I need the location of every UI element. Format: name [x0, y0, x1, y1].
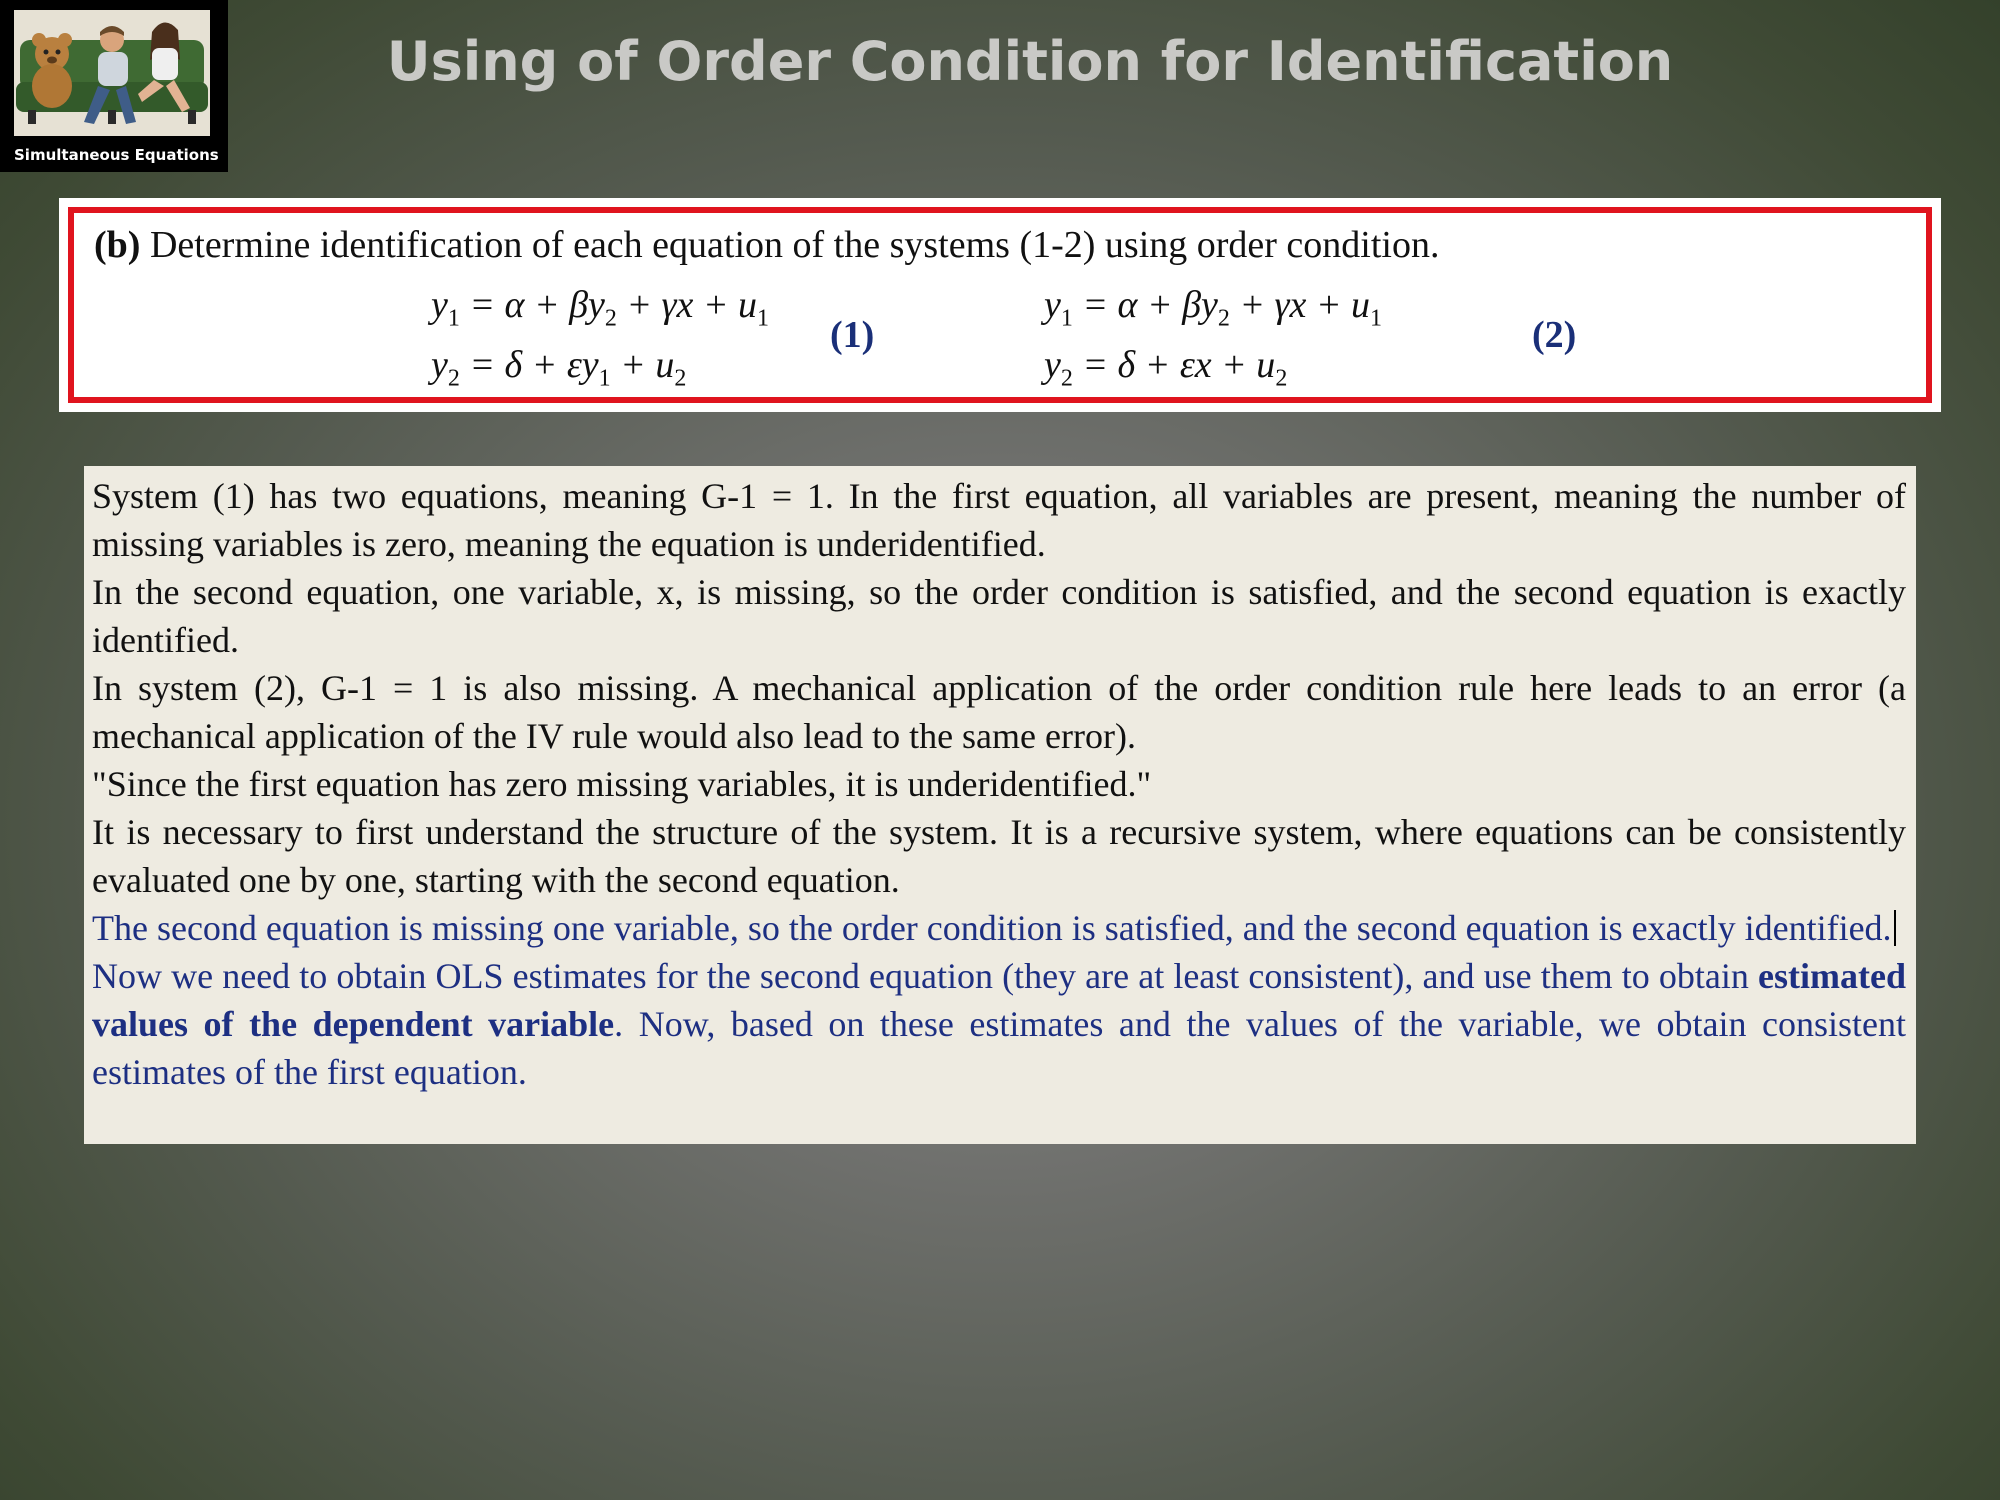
- eq-subscript: 2: [674, 365, 687, 392]
- eq-term: y: [431, 344, 448, 386]
- answer-paragraph-7-bold: estimated values of the dependent variable: [92, 956, 1906, 1044]
- eq-term: = δ + εy: [459, 344, 599, 386]
- eq-term: = δ + εx + u: [1072, 344, 1276, 386]
- eq-subscript: 2: [1275, 365, 1288, 392]
- system2-number: (2): [1532, 314, 1577, 356]
- task-label: (b): [94, 224, 141, 266]
- eq-subscript: 2: [1217, 305, 1230, 332]
- system1-number: (1): [830, 314, 875, 356]
- eq-term: y: [1044, 284, 1061, 326]
- eq-subscript: 2: [447, 365, 460, 392]
- task-box: [59, 198, 1941, 412]
- couch-illustration: [14, 10, 210, 136]
- answer-paragraph-2: In the second equation, one variable, x, is missing, so the order condition is satisfied, and the second equation is exactly identified.: [92, 572, 1906, 660]
- answer-paragraph-4: "Since the first equation has zero missing variables, it is underidentified.": [92, 764, 1152, 804]
- slide-title: Using of Order Condition for Identification: [386, 30, 1674, 93]
- answer-paragraph-5: It is necessary to first understand the structure of the system. It is a recursive system, where equations can be consistently evaluated one by one, starting with the second equation.: [92, 812, 1906, 900]
- eq-term: + γx + u: [1229, 284, 1371, 326]
- logo-picture: [14, 10, 210, 136]
- answer-paragraph-7: [92, 952, 1906, 1096]
- logo-caption: Simultaneous Equations: [14, 146, 219, 164]
- system1-equation1: [431, 283, 769, 333]
- task-statement: [94, 223, 1439, 267]
- answer-paragraph-7-end: . Now, based on these estimates and the values of the variable, we obtain consistent estimates of the first equation.: [92, 1004, 1906, 1092]
- answer-paragraph-1: System (1) has two equations, meaning G-1 = 1. In the first equation, all variables are present, meaning the number of missing variables is zero, meaning the equation is underidentified.: [92, 476, 1906, 564]
- text-cursor: [1894, 910, 1896, 946]
- eq-term: = α + βy: [459, 284, 605, 326]
- task-text: Determine identification of each equation of the systems (1-2) using order condition.: [149, 224, 1440, 266]
- eq-subscript: 2: [1060, 365, 1073, 392]
- eq-subscript: 1: [757, 305, 770, 332]
- answer-paragraph-3: In system (2), G-1 = 1 is also missing. A mechanical application of the order condition rule here leads to an error (a mechanical application of the IV rule would also lead to the same error).: [92, 668, 1906, 756]
- system2-equation2: [1044, 343, 1287, 393]
- answer-paragraph-6: [92, 904, 1906, 952]
- eq-term: y: [1044, 344, 1061, 386]
- eq-subscript: 1: [598, 365, 611, 392]
- answer-paragraph-7-start: Now we need to obtain OLS estimates for the second equation (they are at least consistent), and use them to obtain: [92, 956, 1759, 996]
- eq-term: y: [431, 284, 448, 326]
- eq-term: + u: [610, 344, 675, 386]
- eq-subscript: 2: [604, 305, 617, 332]
- eq-term: + γx + u: [616, 284, 758, 326]
- eq-term: = α + βy: [1072, 284, 1218, 326]
- system2-equation1: [1044, 283, 1382, 333]
- eq-subscript: 1: [447, 305, 460, 332]
- system1-equation2: [431, 343, 686, 393]
- logo: [0, 0, 228, 172]
- eq-subscript: 1: [1060, 305, 1073, 332]
- task-frame: [68, 207, 1932, 403]
- answer-paragraph-6-text: The second equation is missing one variable, so the order condition is satisfied, and the second equation is exactly identified.: [92, 908, 1892, 948]
- eq-subscript: 1: [1370, 305, 1383, 332]
- answer-box: [84, 466, 1916, 1144]
